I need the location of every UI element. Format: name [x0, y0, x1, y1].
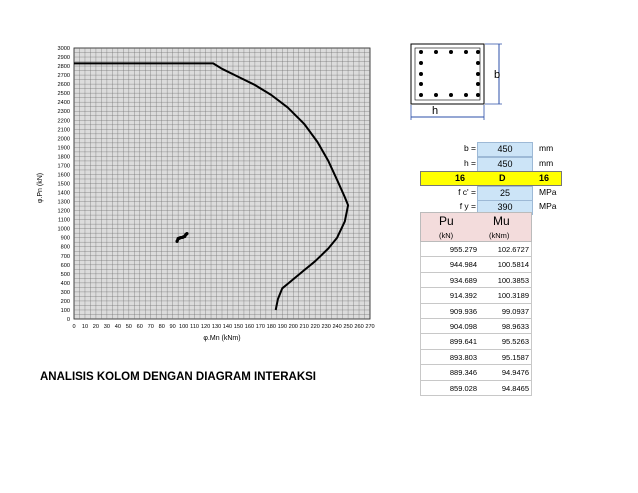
y-tick-label: 800	[60, 244, 70, 251]
column-section	[411, 44, 502, 120]
x-tick-label: 200	[288, 324, 298, 330]
param-b-unit: mm	[539, 143, 554, 153]
param-b-value[interactable]: 450	[477, 142, 533, 157]
mu-cell: 100.3189	[497, 291, 529, 301]
rebar-dots	[419, 50, 480, 97]
y-tick-label: 600	[60, 262, 70, 269]
mu-unit: (kNm)	[489, 231, 510, 240]
x-tick-label: 240	[332, 324, 342, 330]
y-tick-label: 300	[60, 289, 70, 296]
y-tick-label: 1000	[57, 226, 70, 233]
x-tick-label: 250	[343, 324, 353, 330]
x-tick-label: 260	[354, 324, 364, 330]
x-tick-label: 180	[266, 324, 277, 330]
x-tick-label: 20	[92, 324, 100, 330]
pu-cell: 934.689	[449, 275, 477, 285]
param-bars	[420, 171, 562, 186]
table-row	[420, 242, 532, 257]
table-row	[420, 257, 532, 272]
table-row	[420, 273, 532, 288]
param-b	[424, 142, 590, 157]
x-tick-label: 210	[299, 324, 309, 330]
y-tick-label: 1900	[57, 145, 70, 152]
rebar-dot	[476, 50, 480, 54]
pu-cell: 909.936	[449, 306, 477, 316]
param-fc	[424, 186, 590, 201]
mu-cell: 98.9633	[501, 321, 529, 331]
y-tick-label: 2000	[57, 136, 70, 143]
dimension-label-b: b	[494, 69, 501, 81]
mu-header: Mu	[493, 214, 510, 228]
x-tick-label: 60	[136, 324, 143, 330]
y-tick-label: 1400	[57, 190, 70, 197]
y-tick-label: 2200	[57, 118, 70, 125]
section-core	[415, 48, 480, 100]
y-tick-label: 1700	[57, 163, 70, 170]
table-row	[420, 319, 532, 334]
page-title: ANALISIS KOLOM DENGAN DIAGRAM INTERAKSI	[40, 371, 316, 383]
rebar-dot	[434, 93, 438, 97]
mu-cell: 99.0937	[501, 306, 529, 316]
y-tick-label: 1500	[57, 181, 70, 188]
rebar-dot	[449, 50, 453, 54]
y-axis-label: φ.Pn (kN)	[37, 172, 44, 204]
load-table-header	[420, 212, 532, 242]
param-fc-value[interactable]: 25	[477, 186, 533, 201]
param-fy-unit: MPa	[539, 201, 557, 211]
y-tick-label: 0	[66, 317, 70, 323]
mu-cell: 100.3853	[497, 275, 529, 285]
rebar-dot	[419, 72, 423, 76]
pu-cell: 893.803	[449, 352, 477, 362]
pu-cell: 914.392	[449, 291, 477, 301]
rebar-dot	[464, 50, 468, 54]
dimension-label-h: h	[432, 105, 439, 117]
x-tick-label: 70	[147, 324, 154, 330]
rebar-dot	[476, 82, 480, 86]
rebar-dot	[419, 61, 423, 65]
grid-lines	[74, 48, 370, 319]
x-tick-label: 50	[125, 324, 132, 330]
param-h	[424, 157, 590, 172]
table-row	[420, 334, 532, 349]
y-tick-label: 700	[60, 253, 70, 260]
rebar-dot	[419, 82, 423, 86]
param-fy-value[interactable]: 390	[477, 200, 533, 215]
pu-cell: 904.098	[449, 321, 477, 331]
y-tick-label: 100	[60, 307, 70, 314]
pu-cell: 899.641	[449, 337, 477, 347]
rebar-dot	[419, 50, 423, 54]
pu-cell: 955.279	[449, 245, 477, 254]
pu-header: Pu	[439, 214, 454, 228]
x-tick-label: 80	[158, 324, 165, 330]
mu-cell: 95.1587	[501, 352, 529, 362]
x-tick-label: 0	[72, 324, 76, 330]
y-tick-label: 3000	[57, 46, 70, 52]
param-fy-label: f y =	[459, 201, 476, 211]
rebar-dot	[419, 93, 423, 97]
rebar-dot	[476, 72, 480, 76]
table-row	[420, 350, 532, 365]
param-fc-label: f c' =	[458, 187, 476, 197]
y-tick-label: 1100	[57, 217, 70, 224]
y-tick-label: 2800	[57, 64, 70, 71]
x-tick-label: 100	[178, 324, 189, 330]
y-tick-label: 900	[60, 235, 70, 242]
x-tick-label: 30	[103, 324, 111, 330]
param-h-label: h =	[463, 158, 476, 168]
x-axis-label: φ.Mn (kNm)	[203, 335, 241, 342]
y-tick-label: 1800	[57, 154, 70, 161]
rebar-dot	[476, 61, 480, 65]
table-row	[420, 381, 532, 396]
x-tick-label: 230	[321, 324, 331, 330]
rebar-dot	[449, 93, 453, 97]
param-b-label: b =	[463, 143, 476, 153]
load-table	[420, 242, 532, 396]
x-tick-label: 150	[233, 324, 244, 330]
x-tick-label: 40	[114, 324, 121, 330]
x-tick-label: 120	[200, 324, 211, 330]
x-tick-label: 130	[211, 324, 222, 330]
param-h-unit: mm	[539, 158, 554, 168]
x-tick-label: 90	[169, 324, 176, 330]
bar-count[interactable]: 16	[455, 173, 466, 183]
y-tick-label: 2400	[57, 100, 70, 107]
y-tick-label: 2100	[57, 127, 70, 134]
bar-symbol: D	[499, 173, 506, 183]
pu-cell: 944.984	[449, 260, 477, 270]
rebar-dot	[434, 50, 438, 54]
x-tick-label: 10	[81, 324, 89, 330]
x-tick-label: 140	[222, 324, 233, 330]
y-tick-label: 2600	[57, 82, 70, 89]
mu-cell: 94.9476	[501, 368, 529, 378]
mu-cell: 102.6727	[497, 245, 529, 254]
load-point	[185, 232, 188, 235]
x-tick-label: 190	[277, 324, 287, 330]
y-tick-label: 200	[60, 298, 70, 305]
y-tick-label: 2700	[57, 73, 70, 80]
y-tick-label: 2300	[57, 109, 70, 116]
mu-cell: 95.5263	[501, 337, 529, 347]
x-tick-label: 220	[310, 324, 320, 330]
x-tick-label: 170	[255, 324, 266, 330]
y-tick-label: 1200	[57, 208, 70, 215]
pu-cell: 889.346	[449, 368, 477, 378]
y-tick-label: 2500	[57, 91, 70, 98]
param-fc-unit: MPa	[539, 187, 557, 197]
rebar-dot	[476, 93, 480, 97]
mu-cell: 100.5814	[497, 260, 529, 270]
bar-diameter[interactable]: 16	[539, 173, 550, 183]
y-tick-label: 400	[60, 280, 70, 287]
table-row	[420, 304, 532, 319]
x-tick-label: 270	[365, 324, 375, 330]
table-row	[420, 288, 532, 303]
y-tick-label: 2900	[57, 55, 70, 62]
x-tick-label: 110	[190, 324, 200, 330]
y-tick-label: 500	[60, 271, 70, 278]
param-h-value[interactable]: 450	[477, 157, 533, 172]
y-tick-label: 1300	[57, 199, 70, 206]
rebar-dot	[464, 93, 468, 97]
x-tick-label: 160	[244, 324, 255, 330]
load-point	[175, 240, 178, 243]
mu-cell: 94.8465	[501, 383, 529, 393]
table-row	[420, 365, 532, 380]
pu-unit: (kN)	[439, 231, 454, 240]
y-tick-label: 1600	[57, 172, 70, 179]
pu-cell: 859.028	[449, 383, 477, 393]
